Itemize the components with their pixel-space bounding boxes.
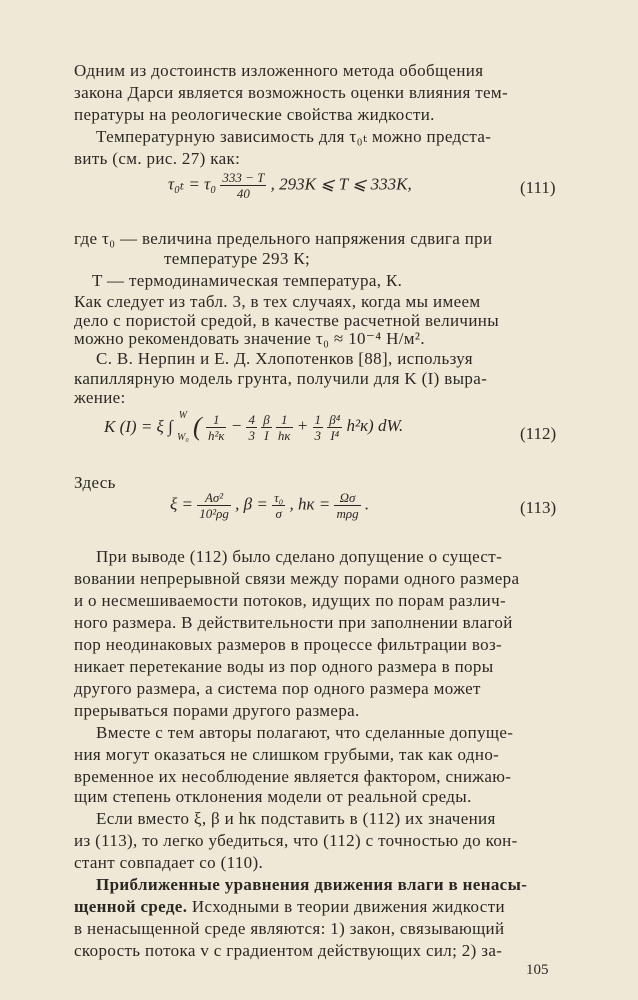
page-number: 105: [526, 962, 549, 978]
text-line: можно рекомендовать значение τ₀ ≈ 10⁻⁴ Н/м².: [74, 329, 425, 348]
text-line: пературы на реологические свойства жидкости.: [74, 105, 435, 124]
equation-number: (111): [520, 178, 556, 197]
text-line: температуре 293 К;: [164, 249, 311, 268]
text-line: ния могут оказаться не слишком грубыми, так как одно-: [74, 745, 500, 764]
section-heading: Приближенные уравнения движения влаги в ненасы-: [96, 875, 528, 894]
text-line: из (113), то легко убедиться, что (112) с точностью до кон-: [74, 831, 518, 850]
text-line: закона Дарси является возможность оценки влияния тем-: [74, 83, 509, 102]
text-line: Если вместо ξ, β и hк подставить в (112) их значения: [96, 809, 496, 828]
text-line: Одним из достоинств изложенного метода обобщения: [74, 61, 484, 80]
text-line: ного размера. В действительности при заполнении влагой: [74, 613, 513, 632]
text-line: и о несмешиваемости потоков, идущих по порам различ-: [74, 591, 507, 610]
text-line: Как следует из табл. 3, в тех случаях, когда мы имеем: [74, 292, 481, 311]
text-line: скорость потока v с градиентом действующих сил; 2) за-: [74, 941, 503, 960]
equation-number: (113): [520, 498, 557, 517]
text-line: пор неодинаковых размеров в процессе фильтрации воз-: [74, 635, 503, 654]
text-line: T — термодинамическая температура, К.: [92, 271, 403, 290]
text-line: щим степень отклонения модели от реальной среды.: [74, 787, 472, 806]
equation-113: ξ = $\frac{\text{Aσ²}}{\text{10²ρg}}$ , β = $\frac{\text{τ₀}}{\sigma}$ , hк = $\frac{\Omega\sigma}{\text{mρg}}$ .: [170, 490, 370, 521]
text-line: никает перетекание воды из пор одного размера в поры: [74, 657, 494, 676]
text-line: прерываться порами другого размера.: [74, 701, 360, 720]
text-line: вить (см. рис. 27) как:: [74, 149, 241, 168]
text-line: Вместе с тем авторы полагают, что сделанные допуще-: [96, 723, 514, 742]
text-line: жение:: [74, 388, 126, 407]
text-line: С. В. Нерпин и Е. Д. Хлопотенков [88], используя: [96, 349, 473, 368]
section-heading: щенной среде.: [74, 897, 188, 916]
text-line: капиллярную модель грунта, получили для K (I) выра-: [74, 369, 488, 388]
text-line: дело с пористой средой, в качестве расчетной величины: [74, 311, 499, 330]
equation-112: K (I) = ξ ∫ W W₀ ( $\frac{1}{\text{h²к}}$ − $\frac{4}{3}$ $\frac{\beta}{I}$ $\frac{1}{hк}$ + $\frac{1}{3}$ $\frac{\text{β⁴}}{\text{I⁴}}$ h²к) dW.: [104, 410, 404, 443]
text-line: в ненасыщенной среде являются: 1) закон, связывающий: [74, 919, 505, 938]
text-line: Здесь: [74, 473, 116, 492]
text-line: Температурную зависимость для τ₀ₜ можно предста-: [96, 127, 492, 146]
text-line: где τ₀ — величина предельного напряжения сдвига при: [74, 229, 493, 248]
text-line: стант совпадает со (110).: [74, 853, 264, 872]
equation-number: (112): [520, 424, 557, 443]
equation-111: τ₀ₜ = τ₀ $\frac{333 - T}{40}$ , 293K ⩽ T ⩽ 333K,: [168, 170, 412, 201]
text-line: вовании непрерывной связи между порами одного размера: [74, 569, 520, 588]
text-line: временное их несоблюдение является фактором, снижаю-: [74, 767, 512, 786]
text-line: другого размера, а система пор одного размера может: [74, 679, 481, 698]
text-line: При выводе (112) было сделано допущение о сущест-: [96, 547, 503, 566]
text-line: щенной среде. Исходными в теории движения жидкости: [74, 897, 505, 916]
